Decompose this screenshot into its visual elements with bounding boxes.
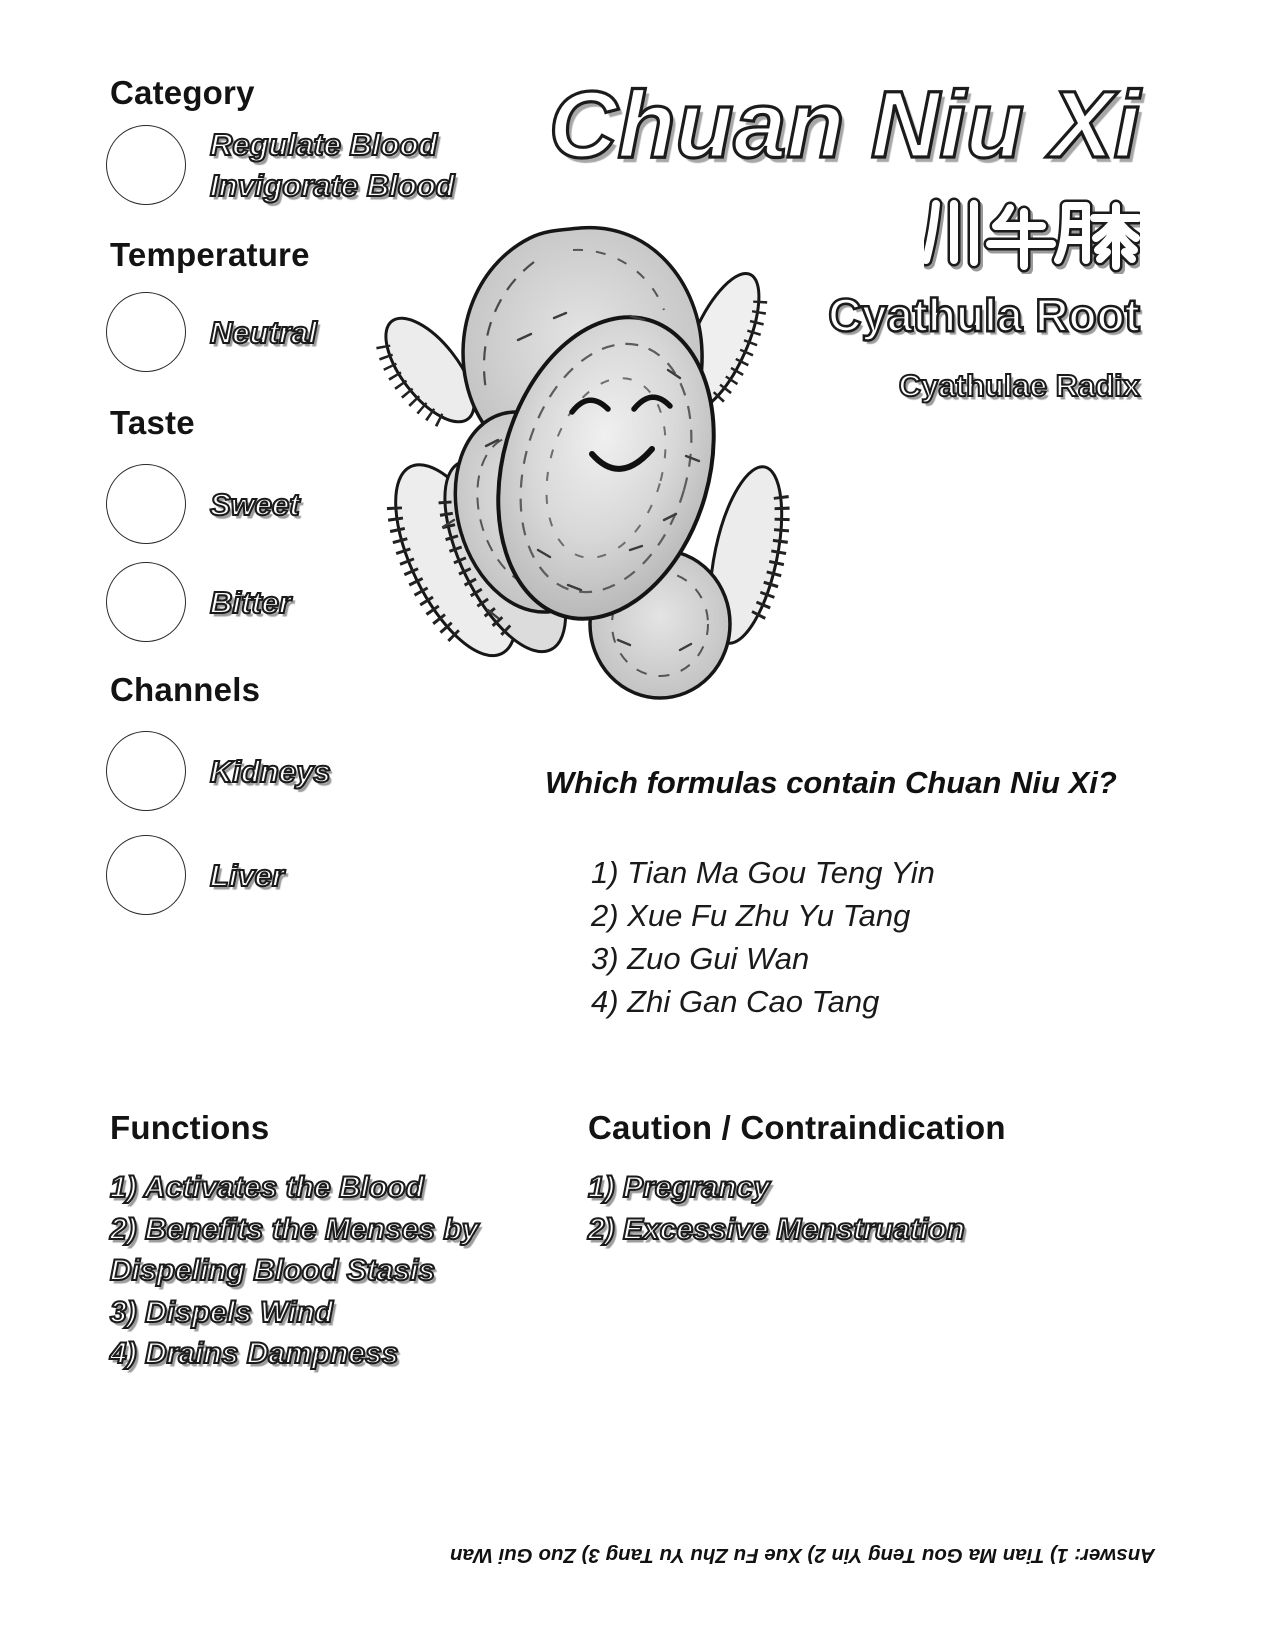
category-row	[106, 124, 455, 206]
quiz-option-1: 1) Tian Ma Gou Teng Yin	[591, 855, 935, 890]
function-item-2: 2) Benefits the Menses by Dispeling Blood Stasis	[110, 1212, 479, 1287]
caution-heading: Caution / Contraindication	[588, 1109, 1006, 1146]
chinese-characters-icon	[924, 194, 1140, 274]
functions-heading: Functions	[110, 1109, 270, 1146]
root-drawing-icon	[368, 220, 796, 702]
category-value: Regulate Blood	[210, 127, 438, 162]
quiz-option-2: 2) Xue Fu Zhu Yu Tang	[591, 898, 911, 933]
channels-heading: Channels	[110, 671, 261, 708]
functions-list	[110, 1167, 570, 1375]
taste-value-sweet: Sweet	[210, 486, 300, 522]
taste-option-circle-sweet[interactable]	[106, 464, 186, 544]
channel-value-liver: Liver	[210, 857, 285, 893]
temperature-option-circle[interactable]	[106, 292, 186, 372]
function-item-4: 4) Drains Dampness	[110, 1337, 399, 1370]
taste-row-bitter	[106, 561, 291, 643]
channel-option-circle-kidneys[interactable]	[106, 731, 186, 811]
taste-heading: Taste	[110, 404, 195, 441]
quiz-options	[591, 851, 1111, 1023]
taste-value-bitter: Bitter	[210, 584, 291, 620]
temperature-row	[106, 291, 317, 373]
temperature-value: Neutral	[210, 314, 317, 350]
herb-illustration	[368, 220, 796, 702]
category-heading: Category	[110, 74, 255, 111]
quiz-option-3: 3) Zuo Gui Wan	[591, 941, 810, 976]
category-value: Invigorate Blood	[210, 168, 455, 203]
channels-row-kidneys	[106, 730, 331, 812]
pharmaceutical-name: Cyathulae Radix	[898, 368, 1140, 403]
taste-option-circle-bitter[interactable]	[106, 562, 186, 642]
english-name: Cyathula Root	[828, 289, 1140, 341]
quiz-question: Which formulas contain Chuan Niu Xi?	[545, 765, 1117, 800]
function-item-3: 3) Dispels Wind	[110, 1295, 334, 1329]
answer-key: Answer: 1) Tian Ma Gou Teng Yin 2) Xue Fu Zhu Yu Tang 3) Zuo Gui Wan	[449, 1544, 1155, 1567]
temperature-heading: Temperature	[110, 236, 310, 273]
channels-row-liver	[106, 834, 284, 916]
channel-value-kidneys: Kidneys	[210, 753, 331, 789]
category-option-circle[interactable]	[106, 125, 186, 205]
quiz-option-4: 4) Zhi Gan Cao Tang	[591, 984, 880, 1019]
taste-row-sweet	[106, 463, 300, 545]
caution-list	[588, 1167, 1098, 1250]
caution-item-1: 1) Pregrancy	[588, 1171, 770, 1204]
caution-item-2: 2) Excessive Menstruation	[588, 1212, 965, 1246]
function-item-1: 1) Activates the Blood	[110, 1171, 424, 1204]
channel-option-circle-liver[interactable]	[106, 835, 186, 915]
page-title: Chuan Niu Xi	[548, 72, 1140, 178]
chinese-name-characters	[924, 194, 1140, 274]
